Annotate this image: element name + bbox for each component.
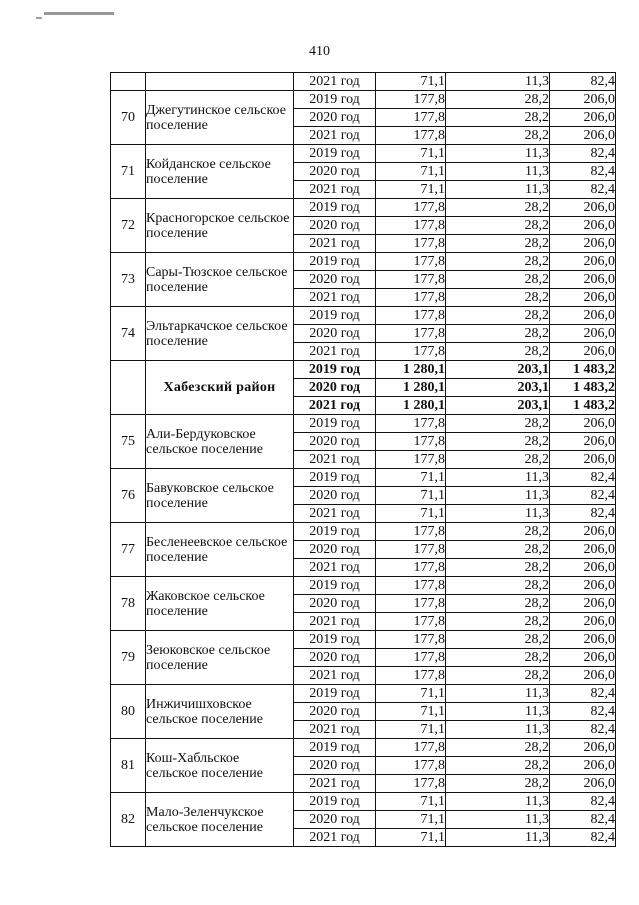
scan-mark xyxy=(44,12,114,15)
value-cell-2: 28,2 xyxy=(446,235,550,253)
settlement-name-cell: Красногорское сельское поселение xyxy=(146,199,294,253)
value-cell-1: 177,8 xyxy=(376,91,446,109)
value-cell-1: 177,8 xyxy=(376,757,446,775)
value-cell-3: 206,0 xyxy=(550,667,616,685)
year-cell: 2020 год xyxy=(294,541,376,559)
year-cell: 2020 год xyxy=(294,487,376,505)
settlement-name-cell: Бесленеевское сельское поселение xyxy=(146,523,294,577)
value-cell-1: 177,8 xyxy=(376,307,446,325)
year-cell: 2020 год xyxy=(294,649,376,667)
value-cell-3: 206,0 xyxy=(550,433,616,451)
row-number-cell xyxy=(111,361,146,415)
value-cell-2: 28,2 xyxy=(446,307,550,325)
value-cell-1: 71,1 xyxy=(376,73,446,91)
value-cell-1: 177,8 xyxy=(376,235,446,253)
table-row xyxy=(111,145,616,163)
year-cell: 2020 год xyxy=(294,217,376,235)
value-cell-1: 71,1 xyxy=(376,469,446,487)
value-cell-1: 177,8 xyxy=(376,199,446,217)
row-number-cell: 73 xyxy=(111,253,146,307)
value-cell-2: 11,3 xyxy=(446,181,550,199)
value-cell-3: 206,0 xyxy=(550,649,616,667)
value-cell-2: 11,3 xyxy=(446,469,550,487)
value-cell-1: 71,1 xyxy=(376,145,446,163)
row-number-cell: 72 xyxy=(111,199,146,253)
year-cell: 2020 год xyxy=(294,109,376,127)
value-cell-1: 177,8 xyxy=(376,667,446,685)
settlement-name-cell: Кош-Хабльское сельское поселение xyxy=(146,739,294,793)
value-cell-2: 11,3 xyxy=(446,73,550,91)
value-cell-2: 28,2 xyxy=(446,91,550,109)
value-cell-1: 177,8 xyxy=(376,541,446,559)
year-cell: 2021 год xyxy=(294,289,376,307)
row-number-cell xyxy=(111,73,146,91)
value-cell-2: 28,2 xyxy=(446,649,550,667)
value-cell-3: 206,0 xyxy=(550,289,616,307)
value-cell-1: 1 280,1 xyxy=(376,397,446,415)
value-cell-1: 177,8 xyxy=(376,325,446,343)
value-cell-1: 71,1 xyxy=(376,793,446,811)
value-cell-2: 28,2 xyxy=(446,667,550,685)
year-cell: 2019 год xyxy=(294,307,376,325)
year-cell: 2019 год xyxy=(294,361,376,379)
value-cell-3: 206,0 xyxy=(550,91,616,109)
value-cell-3: 82,4 xyxy=(550,721,616,739)
value-cell-1: 71,1 xyxy=(376,685,446,703)
budget-table xyxy=(110,72,616,847)
value-cell-1: 71,1 xyxy=(376,721,446,739)
value-cell-2: 203,1 xyxy=(446,379,550,397)
value-cell-3: 82,4 xyxy=(550,829,616,847)
value-cell-3: 82,4 xyxy=(550,811,616,829)
value-cell-1: 177,8 xyxy=(376,559,446,577)
value-cell-1: 177,8 xyxy=(376,415,446,433)
settlement-name-cell: Койданское сельское поселение xyxy=(146,145,294,199)
table-row xyxy=(111,199,616,217)
value-cell-2: 28,2 xyxy=(446,775,550,793)
value-cell-3: 206,0 xyxy=(550,451,616,469)
row-number-cell: 81 xyxy=(111,739,146,793)
value-cell-2: 28,2 xyxy=(446,757,550,775)
value-cell-2: 11,3 xyxy=(446,505,550,523)
value-cell-3: 82,4 xyxy=(550,505,616,523)
value-cell-2: 28,2 xyxy=(446,271,550,289)
value-cell-1: 1 280,1 xyxy=(376,361,446,379)
row-number-cell: 70 xyxy=(111,91,146,145)
settlement-name-cell: Али-Бердуковское сельское поселение xyxy=(146,415,294,469)
value-cell-1: 177,8 xyxy=(376,613,446,631)
value-cell-3: 82,4 xyxy=(550,703,616,721)
value-cell-3: 206,0 xyxy=(550,199,616,217)
year-cell: 2019 год xyxy=(294,199,376,217)
year-cell: 2019 год xyxy=(294,577,376,595)
year-cell: 2019 год xyxy=(294,469,376,487)
value-cell-1: 71,1 xyxy=(376,829,446,847)
value-cell-3: 206,0 xyxy=(550,577,616,595)
value-cell-1: 177,8 xyxy=(376,595,446,613)
value-cell-2: 28,2 xyxy=(446,127,550,145)
value-cell-3: 206,0 xyxy=(550,271,616,289)
value-cell-1: 177,8 xyxy=(376,271,446,289)
value-cell-3: 206,0 xyxy=(550,307,616,325)
table-row xyxy=(111,685,616,703)
settlement-name-cell: Бавуковское сельское поселение xyxy=(146,469,294,523)
year-cell: 2021 год xyxy=(294,235,376,253)
value-cell-3: 206,0 xyxy=(550,415,616,433)
value-cell-2: 28,2 xyxy=(446,199,550,217)
value-cell-1: 177,8 xyxy=(376,127,446,145)
value-cell-1: 1 280,1 xyxy=(376,379,446,397)
value-cell-3: 206,0 xyxy=(550,253,616,271)
value-cell-3: 82,4 xyxy=(550,685,616,703)
scan-mark xyxy=(36,17,42,19)
value-cell-1: 71,1 xyxy=(376,487,446,505)
value-cell-2: 11,3 xyxy=(446,721,550,739)
value-cell-1: 177,8 xyxy=(376,775,446,793)
table-row xyxy=(111,73,616,91)
year-cell: 2019 год xyxy=(294,415,376,433)
value-cell-2: 11,3 xyxy=(446,793,550,811)
value-cell-2: 28,2 xyxy=(446,559,550,577)
value-cell-2: 28,2 xyxy=(446,595,550,613)
settlement-name-cell xyxy=(146,73,294,91)
value-cell-2: 11,3 xyxy=(446,829,550,847)
district-name-cell: Хабезский район xyxy=(146,361,294,415)
row-number-cell: 80 xyxy=(111,685,146,739)
row-number-cell: 78 xyxy=(111,577,146,631)
year-cell: 2021 год xyxy=(294,613,376,631)
value-cell-2: 28,2 xyxy=(446,433,550,451)
value-cell-2: 28,2 xyxy=(446,109,550,127)
year-cell: 2019 год xyxy=(294,685,376,703)
year-cell: 2020 год xyxy=(294,433,376,451)
settlement-name-cell: Джегутинское сельское поселение xyxy=(146,91,294,145)
value-cell-3: 206,0 xyxy=(550,541,616,559)
year-cell: 2019 год xyxy=(294,91,376,109)
district-total-row xyxy=(111,361,616,379)
value-cell-2: 203,1 xyxy=(446,397,550,415)
value-cell-1: 177,8 xyxy=(376,109,446,127)
value-cell-1: 177,8 xyxy=(376,523,446,541)
value-cell-2: 28,2 xyxy=(446,523,550,541)
table-row xyxy=(111,307,616,325)
value-cell-3: 206,0 xyxy=(550,235,616,253)
year-cell: 2021 год xyxy=(294,667,376,685)
value-cell-1: 71,1 xyxy=(376,811,446,829)
value-cell-2: 11,3 xyxy=(446,703,550,721)
value-cell-3: 82,4 xyxy=(550,163,616,181)
value-cell-3: 1 483,2 xyxy=(550,379,616,397)
value-cell-1: 177,8 xyxy=(376,253,446,271)
year-cell: 2021 год xyxy=(294,775,376,793)
value-cell-2: 28,2 xyxy=(446,631,550,649)
year-cell: 2020 год xyxy=(294,271,376,289)
value-cell-1: 177,8 xyxy=(376,577,446,595)
value-cell-3: 206,0 xyxy=(550,631,616,649)
value-cell-2: 11,3 xyxy=(446,145,550,163)
year-cell: 2019 год xyxy=(294,631,376,649)
value-cell-3: 206,0 xyxy=(550,613,616,631)
value-cell-2: 11,3 xyxy=(446,685,550,703)
value-cell-1: 177,8 xyxy=(376,289,446,307)
value-cell-3: 206,0 xyxy=(550,523,616,541)
table-row xyxy=(111,793,616,811)
value-cell-2: 28,2 xyxy=(446,343,550,361)
year-cell: 2020 год xyxy=(294,325,376,343)
value-cell-2: 28,2 xyxy=(446,325,550,343)
value-cell-3: 206,0 xyxy=(550,775,616,793)
value-cell-3: 82,4 xyxy=(550,487,616,505)
table-row xyxy=(111,469,616,487)
value-cell-3: 82,4 xyxy=(550,793,616,811)
settlement-name-cell: Мало-Зеленчукское сельское поселение xyxy=(146,793,294,847)
row-number-cell: 79 xyxy=(111,631,146,685)
value-cell-2: 28,2 xyxy=(446,253,550,271)
value-cell-1: 71,1 xyxy=(376,163,446,181)
value-cell-2: 28,2 xyxy=(446,577,550,595)
value-cell-1: 177,8 xyxy=(376,739,446,757)
value-cell-1: 177,8 xyxy=(376,451,446,469)
year-cell: 2020 год xyxy=(294,379,376,397)
value-cell-3: 82,4 xyxy=(550,181,616,199)
year-cell: 2019 год xyxy=(294,145,376,163)
value-cell-3: 206,0 xyxy=(550,217,616,235)
year-cell: 2020 год xyxy=(294,703,376,721)
value-cell-2: 28,2 xyxy=(446,613,550,631)
value-cell-2: 28,2 xyxy=(446,415,550,433)
value-cell-1: 71,1 xyxy=(376,505,446,523)
value-cell-1: 71,1 xyxy=(376,703,446,721)
row-number-cell: 74 xyxy=(111,307,146,361)
value-cell-3: 82,4 xyxy=(550,73,616,91)
value-cell-1: 177,8 xyxy=(376,217,446,235)
value-cell-2: 28,2 xyxy=(446,451,550,469)
value-cell-3: 1 483,2 xyxy=(550,361,616,379)
value-cell-1: 177,8 xyxy=(376,433,446,451)
value-cell-1: 71,1 xyxy=(376,181,446,199)
table-row xyxy=(111,253,616,271)
settlement-name-cell: Эльтаркачское сельское поселение xyxy=(146,307,294,361)
year-cell: 2021 год xyxy=(294,505,376,523)
year-cell: 2020 год xyxy=(294,811,376,829)
table-body xyxy=(111,73,616,847)
year-cell: 2021 год xyxy=(294,181,376,199)
value-cell-1: 177,8 xyxy=(376,343,446,361)
value-cell-3: 82,4 xyxy=(550,469,616,487)
page-number: 410 xyxy=(309,44,330,59)
value-cell-2: 11,3 xyxy=(446,487,550,505)
settlement-name-cell: Сары-Тюзское сельское поселение xyxy=(146,253,294,307)
row-number-cell: 77 xyxy=(111,523,146,577)
value-cell-2: 203,1 xyxy=(446,361,550,379)
value-cell-3: 206,0 xyxy=(550,127,616,145)
value-cell-2: 28,2 xyxy=(446,217,550,235)
value-cell-1: 177,8 xyxy=(376,631,446,649)
year-cell: 2019 год xyxy=(294,523,376,541)
value-cell-3: 206,0 xyxy=(550,343,616,361)
value-cell-2: 28,2 xyxy=(446,739,550,757)
table-row xyxy=(111,631,616,649)
value-cell-2: 28,2 xyxy=(446,289,550,307)
year-cell: 2021 год xyxy=(294,451,376,469)
year-cell: 2021 год xyxy=(294,73,376,91)
row-number-cell: 75 xyxy=(111,415,146,469)
year-cell: 2020 год xyxy=(294,163,376,181)
value-cell-3: 206,0 xyxy=(550,559,616,577)
value-cell-2: 11,3 xyxy=(446,811,550,829)
value-cell-3: 206,0 xyxy=(550,595,616,613)
table-row xyxy=(111,91,616,109)
settlement-name-cell: Инжичишховское сельское поселение xyxy=(146,685,294,739)
value-cell-3: 206,0 xyxy=(550,109,616,127)
row-number-cell: 71 xyxy=(111,145,146,199)
value-cell-3: 1 483,2 xyxy=(550,397,616,415)
value-cell-3: 206,0 xyxy=(550,739,616,757)
year-cell: 2019 год xyxy=(294,253,376,271)
value-cell-1: 177,8 xyxy=(376,649,446,667)
year-cell: 2021 год xyxy=(294,559,376,577)
row-number-cell: 82 xyxy=(111,793,146,847)
table-row xyxy=(111,577,616,595)
year-cell: 2021 год xyxy=(294,127,376,145)
year-cell: 2021 год xyxy=(294,829,376,847)
year-cell: 2021 год xyxy=(294,343,376,361)
year-cell: 2020 год xyxy=(294,757,376,775)
table-row xyxy=(111,739,616,757)
table-row xyxy=(111,415,616,433)
year-cell: 2021 год xyxy=(294,397,376,415)
value-cell-3: 82,4 xyxy=(550,145,616,163)
value-cell-3: 206,0 xyxy=(550,757,616,775)
year-cell: 2021 год xyxy=(294,721,376,739)
row-number-cell: 76 xyxy=(111,469,146,523)
settlement-name-cell: Жаковское сельское поселение xyxy=(146,577,294,631)
settlement-name-cell: Зеюковское сельское поселение xyxy=(146,631,294,685)
value-cell-2: 11,3 xyxy=(446,163,550,181)
table-row xyxy=(111,523,616,541)
year-cell: 2019 год xyxy=(294,793,376,811)
value-cell-3: 206,0 xyxy=(550,325,616,343)
year-cell: 2020 год xyxy=(294,595,376,613)
value-cell-2: 28,2 xyxy=(446,541,550,559)
year-cell: 2019 год xyxy=(294,739,376,757)
